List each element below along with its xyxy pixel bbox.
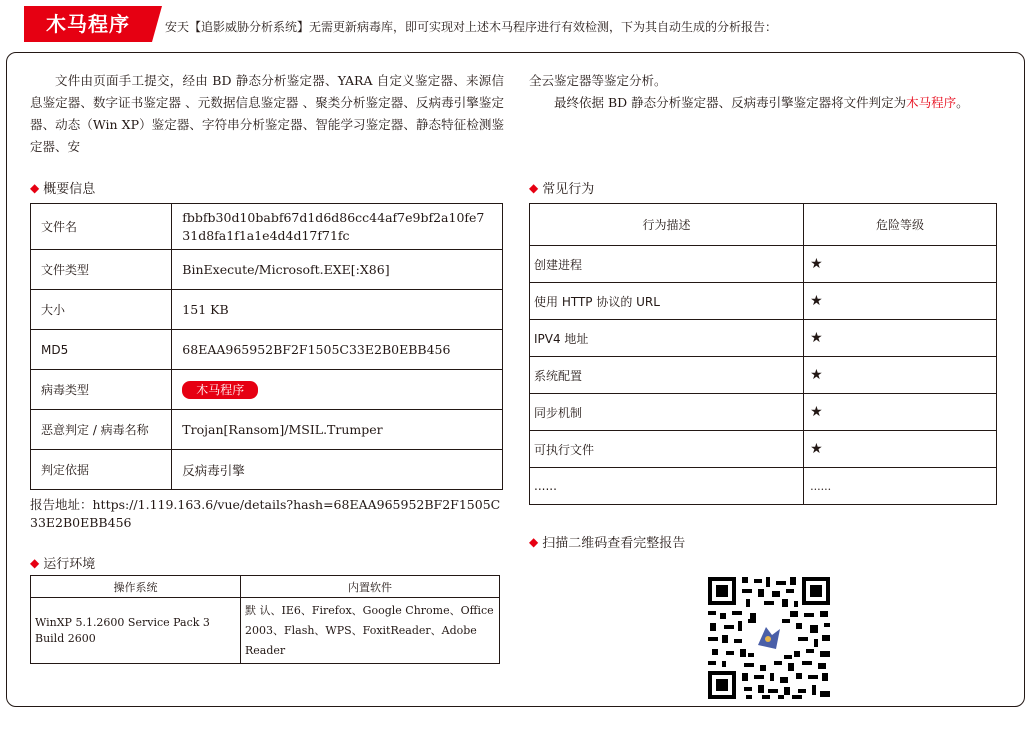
behavior-desc: 系统配置 bbox=[530, 357, 804, 394]
overview-value: BinExecute/Microsoft.EXE[:X86] bbox=[172, 250, 503, 290]
overview-key: 判定依据 bbox=[31, 450, 172, 490]
trojan-tag-tail bbox=[152, 6, 162, 42]
intro-right-line-1: 全云鉴定器等鉴定分析。 bbox=[529, 73, 667, 88]
behaviors-title-text: 常见行为 bbox=[542, 182, 595, 197]
overview-row bbox=[31, 410, 503, 450]
header-description: 安天【追影威胁分析系统】无需更新病毒库，即可实现对上述木马程序进行有效检测，下为其自动生成的分析报告： bbox=[165, 20, 778, 34]
intro-right-line-2 bbox=[529, 92, 999, 114]
overview-row bbox=[31, 330, 503, 370]
environment-software: 默 认、IE6、Firefox、Google Chrome、Office 2003、Flash、WPS、FoxitReader、Adobe Reader bbox=[241, 598, 500, 664]
environment-row bbox=[31, 598, 500, 664]
environment-title-text: 运行环境 bbox=[43, 557, 96, 572]
behaviors-header: 行为描述 bbox=[530, 204, 804, 246]
star-icon: ★ bbox=[804, 320, 997, 357]
behavior-desc: ...... bbox=[530, 468, 804, 505]
overview-row bbox=[31, 450, 503, 490]
star-icon: ★ bbox=[804, 246, 997, 283]
qr-title-text: 扫描二维码查看完整报告 bbox=[542, 536, 686, 551]
behavior-desc: IPV4 地址 bbox=[530, 320, 804, 357]
behaviors-section-title bbox=[529, 178, 594, 197]
behavior-row bbox=[530, 246, 997, 283]
overview-title-text: 概要信息 bbox=[43, 182, 96, 197]
overview-table bbox=[30, 203, 503, 490]
behavior-row bbox=[530, 283, 997, 320]
overview-key: 大小 bbox=[31, 290, 172, 330]
star-icon: ★ bbox=[804, 283, 997, 320]
environment-os: WinXP 5.1.2600 Service Pack 3 Build 2600 bbox=[31, 598, 241, 664]
report-url[interactable]: 报告地址：https://1.119.163.6/vue/details?hash=68EAA965952BF2F1505C33E2B0EBB456 bbox=[30, 497, 501, 530]
qr-section-title bbox=[529, 532, 685, 551]
overview-row bbox=[31, 290, 503, 330]
qr-code-icon[interactable] bbox=[706, 575, 832, 701]
environment-header: 操作系统 bbox=[31, 576, 241, 598]
diamond-bullet-icon: ◆ bbox=[529, 534, 539, 549]
overview-key: 文件名 bbox=[31, 204, 172, 250]
star-icon: ★ bbox=[804, 394, 997, 431]
star-icon: ★ bbox=[804, 357, 997, 394]
intro-right-paragraph bbox=[529, 70, 999, 114]
star-icon: ★ bbox=[804, 431, 997, 468]
environment-section-title bbox=[30, 553, 95, 572]
verdict-text: 木马程序 bbox=[906, 95, 957, 110]
trojan-tag: 木马程序 bbox=[24, 6, 152, 42]
overview-value: 151 KB bbox=[172, 290, 503, 330]
overview-key: 文件类型 bbox=[31, 250, 172, 290]
overview-row bbox=[31, 204, 503, 250]
environment-table bbox=[30, 575, 500, 664]
behavior-desc: 使用 HTTP 协议的 URL bbox=[530, 283, 804, 320]
overview-value: fbbfb30d10babf67d1d6d86cc44af7e9bf2a10fe731d8fa1f1a1e4d4d17f71fc bbox=[172, 204, 503, 250]
environment-header: 内置软件 bbox=[241, 576, 500, 598]
behavior-level: ...... bbox=[804, 468, 997, 505]
overview-key: MD5 bbox=[31, 330, 172, 370]
behavior-desc: 创建进程 bbox=[530, 246, 804, 283]
overview-row bbox=[31, 370, 503, 410]
overview-key: 恶意判定 / 病毒名称 bbox=[31, 410, 172, 450]
behavior-row bbox=[530, 394, 997, 431]
behavior-row bbox=[530, 320, 997, 357]
overview-row bbox=[31, 250, 503, 290]
behaviors-header-row bbox=[530, 204, 997, 246]
diamond-bullet-icon: ◆ bbox=[30, 180, 40, 195]
overview-section-title bbox=[30, 178, 95, 197]
diamond-bullet-icon: ◆ bbox=[30, 555, 40, 570]
virus-type-badge: 木马程序 bbox=[182, 381, 258, 399]
verdict-prefix: 最终依据 BD 静态分析鉴定器、反病毒引擎鉴定器将文件判定为 bbox=[554, 95, 907, 110]
overview-value bbox=[172, 370, 503, 410]
verdict-suffix: 。 bbox=[956, 95, 969, 110]
behavior-desc: 可执行文件 bbox=[530, 431, 804, 468]
environment-header-row bbox=[31, 576, 500, 598]
behaviors-table bbox=[529, 203, 997, 505]
behavior-desc: 同步机制 bbox=[530, 394, 804, 431]
overview-key: 病毒类型 bbox=[31, 370, 172, 410]
behaviors-header: 危险等级 bbox=[804, 204, 997, 246]
overview-value: 反病毒引擎 bbox=[172, 450, 503, 490]
behavior-row bbox=[530, 357, 997, 394]
overview-value: 68EAA965952BF2F1505C33E2B0EBB456 bbox=[172, 330, 503, 370]
intro-left-paragraph: 文件由页面手工提交，经由 BD 静态分析鉴定器、YARA 自定义鉴定器、来源信息鉴定器、数字证书鉴定器 、元数据信息鉴定器 、聚类分析鉴定器、反病毒引擎鉴定器、动态（Win XP）鉴定器、字符串分析鉴定器、智能学习鉴定器、静态特征检测鉴定器、安 bbox=[30, 73, 504, 154]
behavior-row bbox=[530, 431, 997, 468]
behavior-row bbox=[530, 468, 997, 505]
diamond-bullet-icon: ◆ bbox=[529, 180, 539, 195]
overview-value: Trojan[Ransom]/MSIL.Trumper bbox=[172, 410, 503, 450]
